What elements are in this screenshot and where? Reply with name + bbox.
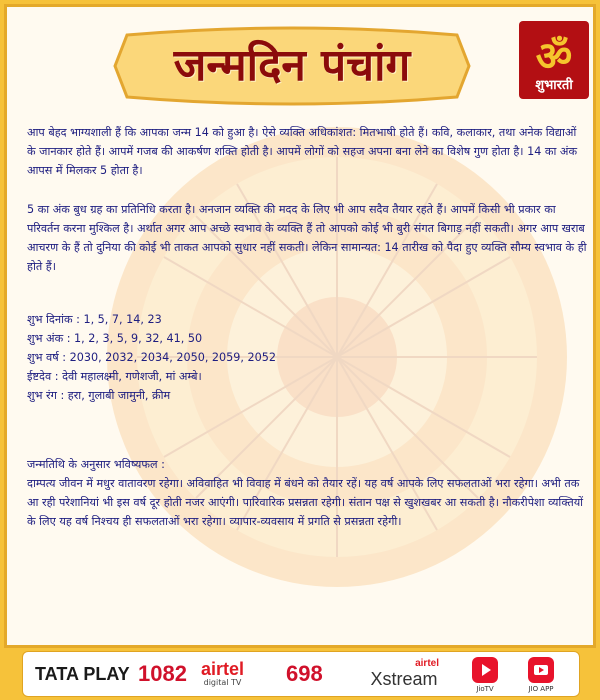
channel-footer	[22, 651, 580, 697]
logo-text: शुभारती	[535, 78, 573, 93]
lucky-years: शुभ वर्ष : 2030, 2032, 2034, 2050, 2059, 2052	[27, 351, 276, 364]
om-logo-icon: ॐ	[535, 33, 573, 80]
page-title: जन्मदिन पंचांग	[173, 40, 411, 91]
airtel-digital-logo	[201, 652, 244, 696]
fortune-text: दाम्पत्य जीवन में मधुर वातावरण रहेगा। अविवाहित भी विवाह में बंधने को तैयार रहें। यह वर्ष आपके लिए सफलताओं भरा रहेगा। अभी तक आ रही परेशानियां भी इस वर्ष दूर होती नजर आएंगी। पारिवारिक प्रसन्नता रहेगी। संतान पक्ष से खुशखबर आ सकती है। नौकरीपेशा व्यक्तियों के लिए यह वर्ष निश्चय ही सफलताओं भरा रहेगा। व्यापार-व्यवसाय में प्रगति से प्रसन्नता रहेगी।	[27, 477, 584, 528]
xstream-word: Xstream	[370, 669, 438, 689]
lucky-colors: शुभ रंग : हरा, गुलाबी जामुनी, क्रीम	[27, 389, 171, 402]
lucky-numbers: शुभ अंक : 1, 2, 3, 5, 9, 32, 41, 50	[27, 332, 203, 345]
airtel-xstream-logo	[369, 652, 439, 696]
lucky-dates: शुभ दिनांक : 1, 5, 7, 14, 23	[27, 313, 162, 326]
fortune-heading: जन्मतिथि के अनुसार भविष्यफल :	[27, 458, 165, 471]
deity: ईष्टदेव : देवी महालक्ष्मी, गणेशजी, मां अम्बे।	[27, 370, 202, 383]
airtel-word: airtel	[201, 659, 245, 679]
jio-app-label: JIO APP	[528, 685, 554, 693]
airtel-sub: digital TV	[203, 678, 242, 687]
tata-play-channel: 1082	[138, 661, 187, 686]
tata-play-logo: TATA PLAY	[35, 663, 130, 684]
jiotv-label: JioTV	[476, 685, 494, 693]
airtel-channel: 698	[286, 661, 323, 686]
page-frame	[4, 4, 596, 648]
paragraph-2: 5 का अंक बुध ग्रह का प्रतिनिधि करता है। अनजान व्यक्ति की मदद के लिए भी आप सदैव तैयार रहते हैं। आपमें किसी भी प्रकार का परिवर्तन करना मुश्किल है। अर्थात अगर आप अच्छे स्वभाव के व्यक्ति हैं तो आपको कोई भी बुरी संगत बिगाड़ नहीं सकती। अगर आप खराब आचरण के हैं तो दुनिया की कोई भी ताकत आपको सुधार नहीं सकती। लेकिन सामान्यत: 14 तारीख को पैदा हुए व्यक्ति सौम्य स्वभाव के ही होते हैं।	[27, 203, 587, 273]
shubharti-logo[interactable]	[519, 21, 589, 99]
article-body	[27, 123, 587, 531]
jio-app-icon[interactable]	[528, 657, 554, 683]
xstream-top: airtel	[415, 658, 439, 669]
paragraph-1: आप बेहद भाग्यशाली हैं कि आपका जन्म 14 को हुआ है। ऐसे व्यक्ति अधिकांशत: मितभाषी होते हैं। कवि, कलाकार, तथा अनेक विद्याओं के जानकार होते हैं। आपमें गजब की आकर्षण शक्ति होती है। आपमें लोगों को सहज अपना बना लेने का विशेष गुण होता है। 14 का अंक आपस में मिलकर 5 होता है।	[27, 126, 578, 177]
lucky-list	[27, 310, 587, 405]
jiotv-icon[interactable]	[472, 657, 498, 683]
